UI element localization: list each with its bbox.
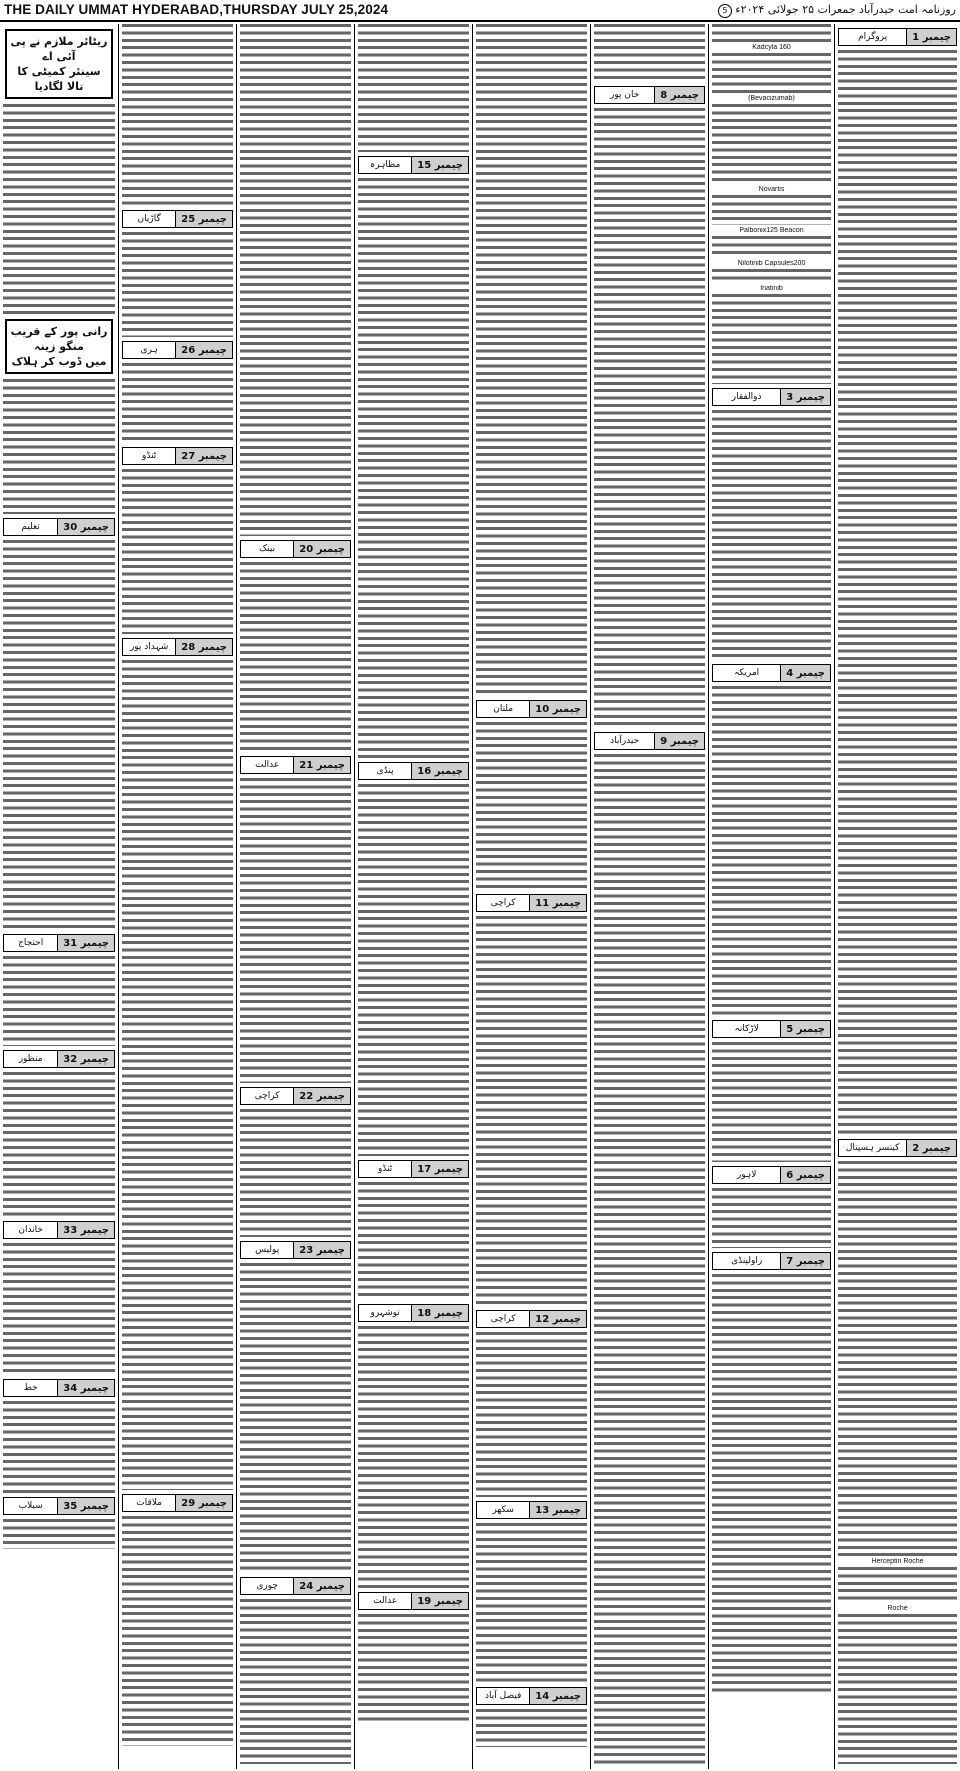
article-text [240, 1109, 351, 1237]
article-text [3, 956, 115, 1046]
column-6 [590, 24, 708, 1769]
chamber-header-31 [3, 934, 115, 952]
chamber-name: حیدرآباد [610, 736, 640, 746]
chamber-label: چیمبر 5 [780, 1021, 830, 1037]
drug-name-bevacizumab: (Bevacizumab) [748, 95, 795, 102]
chamber-header-20 [240, 540, 351, 558]
chamber-name: پنڈی [376, 766, 394, 776]
chamber-name: کراچی [490, 898, 516, 908]
chamber-label: چیمبر 9 [654, 733, 704, 749]
chamber-name: کراچی [490, 1314, 516, 1324]
ad-drowning [5, 319, 113, 374]
chamber-label: چیمبر 6 [780, 1167, 830, 1183]
chamber-header-30 [3, 518, 115, 536]
chamber-label: چیمبر 18 [411, 1305, 468, 1321]
chamber-label: چیمبر 26 [175, 342, 232, 358]
column-2 [118, 24, 236, 1769]
article-text [3, 104, 115, 314]
article-text [3, 1401, 115, 1493]
chamber-label: چیمبر 13 [529, 1502, 586, 1518]
article-text [358, 1614, 469, 1724]
chamber-name: خان پور [609, 90, 640, 100]
article-text [712, 294, 831, 384]
article-text [712, 686, 831, 1016]
chamber-header-22 [240, 1087, 351, 1105]
column-8 [834, 24, 960, 1769]
article-text [476, 1332, 587, 1497]
chamber-label: چیمبر 20 [293, 541, 350, 557]
chamber-header-18 [358, 1304, 469, 1322]
chamber-label: چیمبر 29 [175, 1495, 232, 1511]
chamber-header-2 [838, 1139, 957, 1157]
chamber-name: شہداد پور [129, 642, 169, 652]
ad-pia-line2: سینئر کمیٹی کا تالا لگادیا [17, 65, 101, 93]
chamber-name: سیلاب [18, 1501, 43, 1511]
chamber-name: کینسر ہسپتال [845, 1143, 900, 1153]
chamber-label: چیمبر 11 [529, 895, 586, 911]
chamber-header-8 [594, 86, 705, 104]
ad-drowning-line2: میں ڈوب کر ہلاک [11, 355, 107, 368]
chamber-name: بینک [259, 544, 276, 554]
chamber-name: راولپنڈی [731, 1256, 763, 1266]
chamber-header-3 [712, 388, 831, 406]
drug-name-palbonix: Palbonix125 Beacon [739, 227, 804, 234]
chamber-header-7 [712, 1252, 831, 1270]
chamber-name: ذوالفقار [731, 392, 762, 402]
article-text [122, 363, 233, 443]
chamber-label: چیمبر 17 [411, 1161, 468, 1177]
chamber-label: چیمبر 10 [529, 701, 586, 717]
article-text [712, 269, 831, 283]
article-text [3, 1072, 115, 1217]
column-5 [472, 24, 590, 1769]
chamber-label: چیمبر 34 [57, 1380, 114, 1396]
chamber-header-6 [712, 1166, 831, 1184]
drug-name-inatinib: Inatinib [760, 285, 783, 292]
chamber-header-11 [476, 894, 587, 912]
article-text [358, 1182, 469, 1300]
ad-drowning-line1: رانی پور کے قریب منگو زینہ [10, 325, 108, 353]
chamber-header-27 [122, 447, 233, 465]
article-text [476, 1523, 587, 1683]
article-text [3, 379, 115, 514]
article-text [240, 1263, 351, 1573]
article-text [838, 1161, 957, 1556]
drug-name-kadcyla: Kadcyla 160 [752, 44, 791, 51]
article-text [712, 410, 831, 660]
article-text [476, 722, 587, 890]
chamber-name: چوری [256, 1581, 278, 1591]
article-text [122, 660, 233, 1490]
article-text [476, 916, 587, 1306]
article-text [240, 1599, 351, 1764]
chamber-header-14 [476, 1687, 587, 1705]
chamber-header-12 [476, 1310, 587, 1328]
chamber-label: چیمبر 27 [175, 448, 232, 464]
article-text [712, 53, 831, 93]
chamber-header-19 [358, 1592, 469, 1610]
chamber-header-29 [122, 1494, 233, 1512]
article-text [712, 1042, 831, 1162]
urdu-date: روزنامہ امت حیدرآباد جمعرات ۲۵ جولائی ۲۰۲۴ء [735, 3, 956, 16]
article-text [240, 778, 351, 1083]
chamber-header-23 [240, 1241, 351, 1259]
urdu-dateline [714, 3, 956, 18]
chamber-label: چیمبر 15 [411, 157, 468, 173]
chamber-name: تعلیم [21, 522, 40, 532]
chamber-label: چیمبر 35 [57, 1498, 114, 1514]
chamber-label: چیمبر 2 [906, 1140, 956, 1156]
chamber-name: خاندان [18, 1225, 43, 1235]
chamber-name: کراچی [254, 1091, 280, 1101]
chamber-label: چیمبر 16 [411, 763, 468, 779]
article-text [122, 469, 233, 634]
chamber-label: چیمبر 12 [529, 1311, 586, 1327]
column-1 [0, 24, 118, 1769]
chamber-label: چیمبر 28 [175, 639, 232, 655]
chamber-header-21 [240, 756, 351, 774]
chamber-label: چیمبر 24 [293, 1578, 350, 1594]
chamber-name: امریکہ [734, 668, 760, 678]
ad-pia-line1: ریٹائر ملازم نے پی آئی اے [10, 35, 108, 63]
chamber-name: گاڑیاں [137, 214, 161, 224]
chamber-name: عدالت [255, 760, 280, 770]
chamber-name: سکھر [492, 1505, 514, 1515]
article-text [3, 1243, 115, 1375]
article-text [594, 24, 705, 82]
ad-pia-lock [5, 29, 113, 99]
chamber-label: چیمبر 22 [293, 1088, 350, 1104]
chamber-name: نوشہرو [370, 1308, 400, 1318]
article-text [3, 540, 115, 930]
chamber-name: ملتان [493, 704, 514, 714]
column-3 [236, 24, 354, 1769]
article-text [358, 1326, 469, 1588]
chamber-name: خط [23, 1383, 38, 1393]
article-text [476, 24, 587, 696]
article-text [358, 784, 469, 1156]
chamber-header-13 [476, 1501, 587, 1519]
drug-name-novartis: Novartis [758, 186, 785, 193]
chamber-label: چیمبر 4 [780, 665, 830, 681]
article-text [358, 24, 469, 152]
chamber-label: چیمبر 8 [654, 87, 704, 103]
page-number: 5 [718, 4, 732, 18]
chamber-label: چیمبر 14 [529, 1688, 586, 1704]
article-text [594, 754, 705, 1764]
article-text [712, 104, 831, 184]
chamber-label: چیمبر 19 [411, 1593, 468, 1609]
chamber-label: چیمبر 21 [293, 757, 350, 773]
chamber-header-4 [712, 664, 831, 682]
article-text [358, 178, 469, 758]
article-text [838, 1614, 957, 1764]
article-text [712, 24, 831, 42]
chamber-label: چیمبر 7 [780, 1253, 830, 1269]
chamber-header-28 [122, 638, 233, 656]
article-text [712, 1274, 831, 1694]
chamber-name: پروگرام [858, 32, 888, 42]
chamber-header-10 [476, 700, 587, 718]
chamber-label: چیمبر 33 [57, 1222, 114, 1238]
article-text [712, 1188, 831, 1248]
chamber-name: ٹنڈو [142, 451, 157, 461]
drug-name-roche: Roche [887, 1605, 908, 1612]
article-text [122, 232, 233, 337]
chamber-header-24 [240, 1577, 351, 1595]
column-4 [354, 24, 472, 1769]
chamber-label: چیمبر 30 [57, 519, 114, 535]
chamber-name: عدالت [373, 1596, 398, 1606]
chamber-name: فیصل آباد [485, 1691, 522, 1701]
chamber-header-16 [358, 762, 469, 780]
chamber-name: ٹنڈو [378, 1164, 393, 1174]
article-text [476, 1709, 587, 1747]
chamber-header-5 [712, 1020, 831, 1038]
chamber-header-9 [594, 732, 705, 750]
chamber-header-25 [122, 210, 233, 228]
article-text [122, 1516, 233, 1746]
chamber-name: مظاہرہ [369, 160, 401, 170]
article-text [3, 1519, 115, 1549]
chamber-header-35 [3, 1497, 115, 1515]
chamber-header-26 [122, 341, 233, 359]
chamber-name: لاہور [736, 1170, 757, 1180]
article-text [594, 108, 705, 728]
chamber-name: احتجاج [18, 938, 44, 948]
chamber-label: چیمبر 3 [780, 389, 830, 405]
chamber-label: چیمبر 25 [175, 211, 232, 227]
english-title: THE DAILY UMMAT HYDERABAD,THURSDAY JULY 25,2024 [4, 2, 389, 17]
chamber-header-17 [358, 1160, 469, 1178]
drug-name-nilotinib: Nilotinib Capsules200 [737, 260, 806, 267]
article-text [838, 1567, 957, 1603]
chamber-header-15 [358, 156, 469, 174]
drug-name-herceptin: Herceptin Roche [871, 1558, 924, 1565]
chamber-name: ملاقات [136, 1498, 163, 1508]
article-text [712, 195, 831, 225]
masthead [0, 0, 960, 22]
chamber-header-33 [3, 1221, 115, 1239]
article-text [122, 24, 233, 206]
chamber-name: لاڑکانہ [734, 1024, 759, 1034]
column-7 [708, 24, 834, 1769]
newspaper-columns [0, 24, 960, 1771]
chamber-label: چیمبر 31 [57, 935, 114, 951]
chamber-label: چیمبر 1 [906, 29, 956, 45]
chamber-header-34 [3, 1379, 115, 1397]
article-text [838, 50, 957, 1135]
article-text [712, 236, 831, 258]
chamber-label: چیمبر 32 [57, 1051, 114, 1067]
chamber-header-32 [3, 1050, 115, 1068]
article-text [240, 24, 351, 536]
article-text [240, 562, 351, 752]
chamber-name: منظور [18, 1054, 43, 1064]
chamber-name: ہری [140, 345, 158, 355]
chamber-header-1 [838, 28, 957, 46]
chamber-name: پولیس [255, 1245, 280, 1255]
chamber-label: چیمبر 23 [293, 1242, 350, 1258]
